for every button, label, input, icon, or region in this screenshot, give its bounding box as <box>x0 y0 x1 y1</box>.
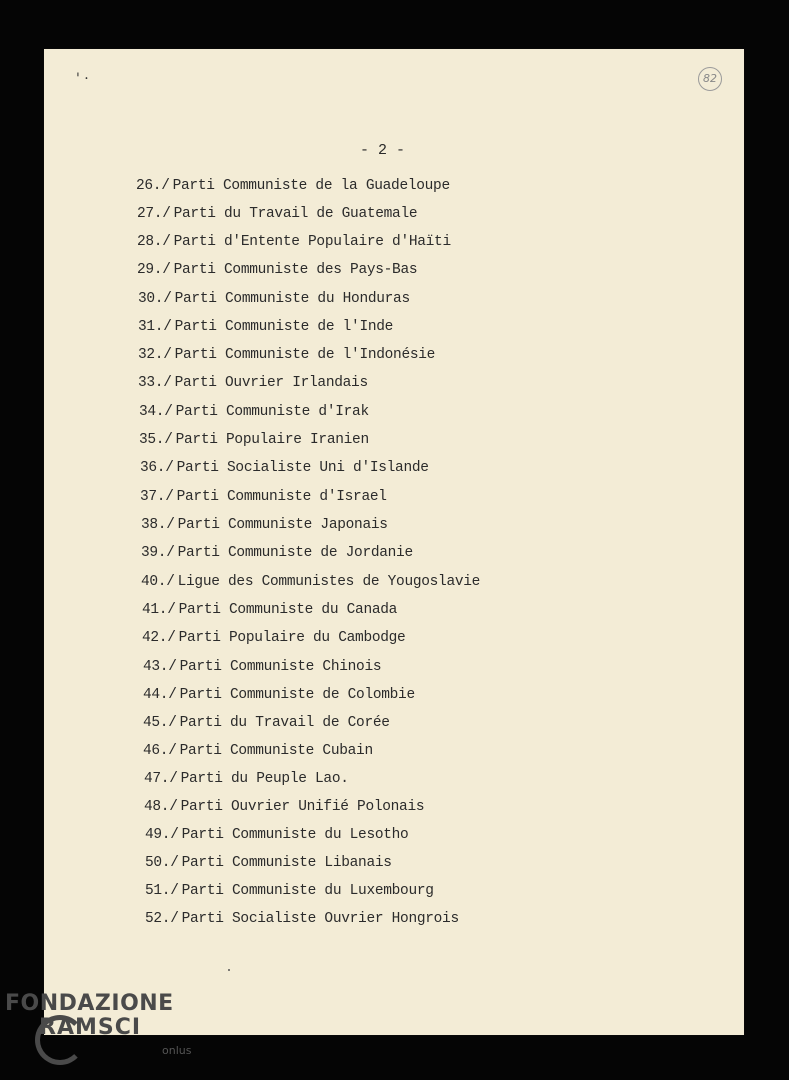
list-item: 28./ Parti d'Entente Populaire d'Haïti <box>137 234 451 250</box>
list-item: 31./ Parti Communiste de l'Inde <box>138 319 394 335</box>
list-item: 41./ Parti Communiste du Canada <box>142 602 398 618</box>
list-item: 39./ Parti Communiste de Jordanie <box>141 545 413 561</box>
list-item: 27./ Parti du Travail de Guatemale <box>137 206 418 222</box>
list-item: 36./ Parti Socialiste Uni d'Islande <box>140 460 429 476</box>
list-item: 38./ Parti Communiste Japonais <box>141 517 388 533</box>
corner-mark: ' · <box>76 71 89 87</box>
list-item: 40./ Ligue des Communistes de Yougoslavie <box>141 574 481 590</box>
list-item: 43./ Parti Communiste Chinois <box>143 659 382 675</box>
list-item: 32./ Parti Communiste de l'Indonésie <box>138 347 436 363</box>
watermark-g-icon <box>35 1015 85 1065</box>
list-item: 49./ Parti Communiste du Lesotho <box>145 827 409 843</box>
list-item: 48./ Parti Ouvrier Unifié Polonais <box>144 799 425 815</box>
list-item: 34./ Parti Communiste d'Irak <box>139 404 369 420</box>
stray-dot <box>228 969 230 971</box>
list-item: 44./ Parti Communiste de Colombie <box>143 687 415 703</box>
watermark-line1: FONDAZIONE <box>5 991 174 1016</box>
list-item: 45./ Parti du Travail de Corée <box>143 715 390 731</box>
watermark-line2: RAMSCI <box>39 1015 142 1040</box>
list-item: 52./ Parti Socialiste Ouvrier Hongrois <box>145 911 459 927</box>
list-item: 33./ Parti Ouvrier Irlandais <box>138 375 368 391</box>
list-item: 35./ Parti Populaire Iranien <box>139 432 369 448</box>
folio-stamp: 82 <box>698 67 722 91</box>
list-item: 37./ Parti Communiste d'Israel <box>140 489 387 505</box>
list-item: 47./ Parti du Peuple Lao. <box>144 771 349 787</box>
list-item: 29./ Parti Communiste des Pays-Bas <box>137 262 418 278</box>
page-number: - 2 - <box>360 142 406 159</box>
list-item: 26./ Parti Communiste de la Guadeloupe <box>136 178 450 194</box>
list-item: 46./ Parti Communiste Cubain <box>143 743 373 759</box>
watermark-logo <box>5 991 192 1057</box>
watermark-suffix: onlus <box>162 1044 192 1057</box>
list-item: 30./ Parti Communiste du Honduras <box>138 291 410 307</box>
document-page <box>44 49 744 1035</box>
list-item: 42./ Parti Populaire du Cambodge <box>142 630 406 646</box>
list-item: 51./ Parti Communiste du Luxembourg <box>145 883 434 899</box>
list-item: 50./ Parti Communiste Libanais <box>145 855 392 871</box>
